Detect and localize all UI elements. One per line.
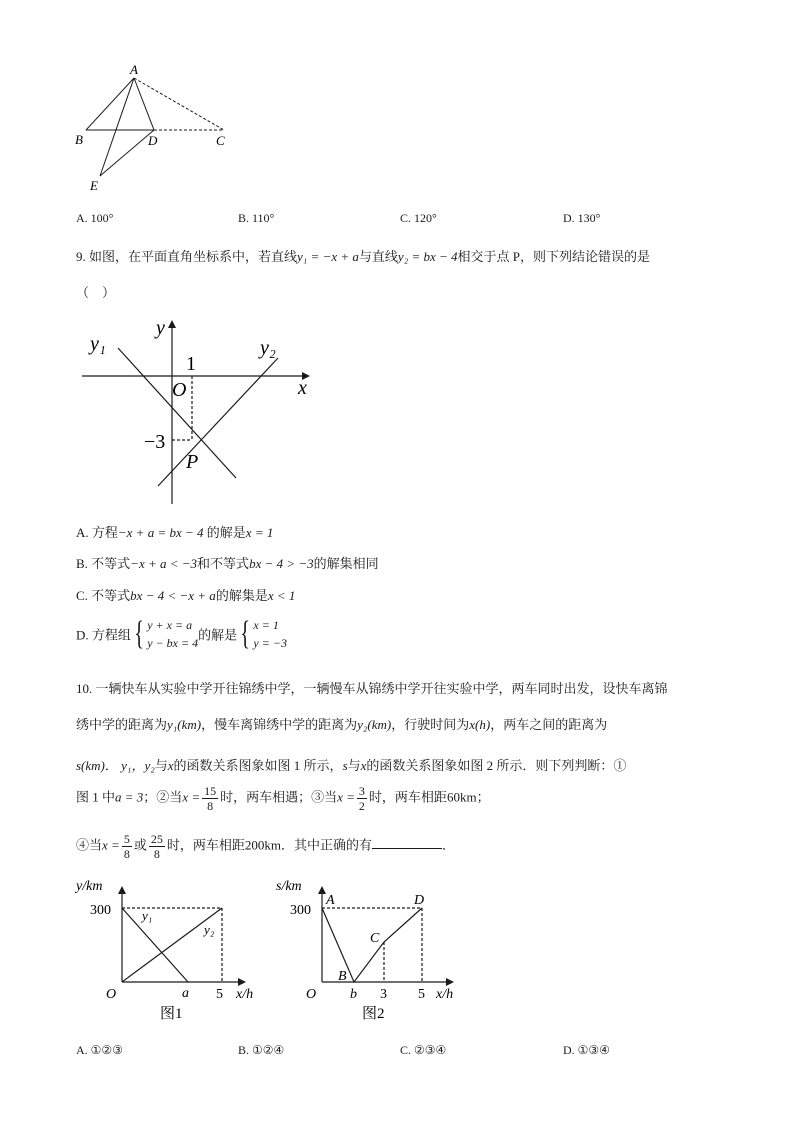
q9-a-math: −x + a = bx − 4	[117, 525, 204, 540]
q9-b-math2: bx − 4 > −3	[249, 556, 314, 571]
q10-l3-c: 的函数关系图象如图 1 所示，	[173, 758, 343, 773]
q9-a-ans: x = 1	[245, 525, 274, 540]
q10-l5-b: 时，两车相距	[166, 837, 245, 853]
figure-2-graph	[270, 872, 470, 1022]
q9-number: 9.	[76, 249, 86, 264]
q9-a-prefix: A. 方程	[76, 525, 118, 540]
q9-c-prefix: C. 不等式	[76, 588, 131, 603]
q10-l3-s2: s	[342, 758, 348, 773]
fig1-a: a	[182, 986, 189, 1001]
fig1-5: 5	[216, 987, 223, 1002]
q10-l2-a: 绣中学的距离为	[76, 717, 168, 732]
q10-l4-x2: x =	[337, 789, 355, 805]
frac4-num: 25	[150, 832, 163, 846]
q9-c-mid: 的解集是	[215, 588, 268, 603]
fig2-300: 300	[290, 903, 311, 918]
fig1-O: O	[106, 987, 117, 1002]
q9-option-a	[76, 522, 273, 541]
frac2-den: 2	[358, 799, 365, 813]
q9-d-system	[147, 616, 198, 652]
q9-d-ans1: x = 1	[253, 618, 279, 632]
q10-l3-b: 与	[154, 758, 168, 773]
fig2-A: A	[326, 893, 335, 908]
line-y1-label: y₁	[90, 333, 106, 355]
q9-paren: （ ）	[76, 285, 116, 300]
fraction-5-8	[122, 832, 132, 861]
fig1-caption: 图1	[160, 1006, 183, 1022]
q9-option-b	[76, 553, 379, 572]
fig2-3: 3	[380, 987, 387, 1002]
q9-c-ans: x < 1	[267, 588, 296, 603]
q10-l3-x2: x	[360, 758, 367, 773]
q10-l2-y1: y₁(km)	[167, 717, 202, 732]
q10-line-2	[76, 714, 607, 733]
q10-l4-c: 时，两车相遇；③当	[220, 789, 338, 805]
q10-l4-b: ；②当	[143, 789, 183, 805]
fig1-y1: y₁	[142, 908, 153, 923]
triangle-figure	[70, 58, 240, 198]
line-y2-label: y₂	[260, 337, 276, 359]
fig2-O: O	[306, 987, 317, 1002]
q9-option-d	[76, 616, 287, 652]
q9-y2-expr: y₂ = bx − 4	[397, 249, 458, 264]
q9-graph	[78, 318, 318, 508]
q10-l5-end: ．	[441, 837, 455, 853]
frac1-den: 8	[207, 799, 214, 813]
fig1-y2: y₂	[204, 922, 215, 937]
q10-l5-km: 200km	[244, 837, 281, 853]
axis-y-label: y	[156, 318, 165, 339]
q10-option-d: D. ①③④	[563, 1043, 610, 1057]
q10-l3-x: x	[167, 758, 174, 773]
fig2-xlabel: x/h	[436, 987, 454, 1002]
q9-d-sys1: y + x = a	[147, 618, 193, 632]
label-E: E	[90, 178, 98, 193]
frac2-num: 3	[358, 784, 365, 798]
q10-l3-e: 的函数关系图象如图 2 所示．则下列判断：①	[366, 758, 627, 773]
q10-l4-a: 图 1 中	[76, 789, 116, 805]
q10-l4-d: 时，两车相距	[368, 789, 447, 805]
q10-l2-d: ，两车之间的距离为	[490, 717, 608, 732]
q10-line-4	[76, 784, 490, 813]
fig1-xlabel: x/h	[236, 987, 254, 1002]
fig2-D: D	[414, 893, 425, 908]
label-A: A	[130, 62, 138, 77]
q9-b-prefix: B. 不等式	[76, 556, 131, 571]
q10-l3-a: ．	[104, 758, 118, 773]
q10-line-3	[76, 755, 626, 774]
q9-text-2: 与直线	[358, 249, 398, 264]
q10-line-1: 10. 一辆快车从实验中学开往锦绣中学，一辆慢车从锦绣中学开往实验中学，两车同时出发，设快车离锦	[76, 681, 668, 696]
q10-l4-km: 60km	[446, 789, 477, 805]
q10-l5-c: ．其中正确的有	[280, 837, 372, 853]
fraction-25-8	[149, 832, 165, 861]
frac3-num: 5	[123, 832, 130, 846]
q10-l5-x: x =	[102, 837, 120, 853]
q10-l3-y: y₁，y₂	[121, 758, 155, 773]
tick-neg3-label: −3	[144, 431, 166, 453]
q9-d-prefix: D. 方程组	[76, 627, 131, 643]
fig2-caption: 图2	[362, 1006, 385, 1022]
q10-l5-or: 或	[133, 837, 147, 853]
point-P-label: P	[186, 451, 199, 473]
fig2-b: b	[350, 987, 357, 1002]
axis-x-label: x	[298, 377, 307, 399]
fraction-15-8	[202, 784, 218, 813]
q9-a-mid: 的解是	[206, 525, 246, 540]
q10-l2-c: ，行驶时间为	[391, 717, 470, 732]
figure-1-graph	[70, 872, 270, 1022]
q8-option-c: C. 120°	[400, 211, 437, 225]
fig2-B: B	[338, 969, 347, 984]
q8-option-d: D. 130°	[563, 211, 601, 225]
q8-option-b: B. 110°	[238, 211, 275, 225]
q10-l2-x: x(h)	[469, 717, 491, 732]
q10-option-a: A. ①②③	[76, 1043, 123, 1057]
q9-stem	[76, 246, 650, 265]
fig2-5: 5	[418, 987, 425, 1002]
q10-line-5	[76, 832, 455, 861]
q9-d-ans2: y = −3	[253, 636, 287, 650]
fig2-ylabel: s/km	[276, 879, 302, 894]
tick-1-label: 1	[186, 353, 196, 375]
label-C: C	[216, 133, 225, 148]
q10-l4-x1: x =	[182, 789, 201, 805]
q10-l3-s: s(km)	[76, 758, 105, 773]
fig2-C: C	[370, 931, 380, 946]
frac4-den: 8	[153, 847, 160, 861]
q10-option-c: C. ②③④	[400, 1043, 447, 1057]
q8-option-a: A. 100°	[76, 211, 114, 225]
q9-text-1: 如图，在平面直角坐标系中，若直线	[89, 249, 298, 264]
q9-y1-expr: y₁ = −x + a	[297, 249, 359, 264]
frac1-num: 15	[204, 784, 217, 798]
fraction-3-2	[357, 784, 367, 813]
q9-b-math1: −x + a < −3	[130, 556, 198, 571]
q9-d-mid: 的解是	[198, 627, 238, 643]
q9-b-mid2: 的解集相同	[313, 556, 379, 571]
q10-l2-y2: y₂(km)	[357, 717, 392, 732]
fig1-300: 300	[90, 903, 111, 918]
q10-l5-a: ④当	[76, 837, 103, 853]
q9-c-math: bx − 4 < −x + a	[130, 588, 216, 603]
q9-text-3: 相交于点 P，则下列结论错误的是	[457, 249, 651, 264]
q9-b-mid1: 和不等式	[197, 556, 250, 571]
brace-1: {	[134, 615, 144, 652]
origin-label: O	[172, 379, 187, 401]
q10-l3-d: 与	[347, 758, 361, 773]
brace-2: {	[240, 615, 251, 652]
label-D: D	[148, 133, 158, 148]
q10-option-b: B. ①②④	[238, 1043, 285, 1057]
q10-l4-e: ；	[476, 789, 490, 805]
q9-option-c	[76, 585, 295, 604]
q10-l2-b: ，慢车离锦绣中学的距离为	[201, 717, 358, 732]
q9-d-sys2: y − bx = 4	[147, 636, 199, 650]
q10-l4-aeq: a = 3	[115, 789, 144, 805]
frac3-den: 8	[123, 847, 130, 861]
label-B: B	[75, 132, 83, 147]
q9-d-answer	[253, 616, 287, 652]
fig1-ylabel: y/km	[76, 879, 103, 894]
answer-blank[interactable]	[372, 836, 442, 849]
